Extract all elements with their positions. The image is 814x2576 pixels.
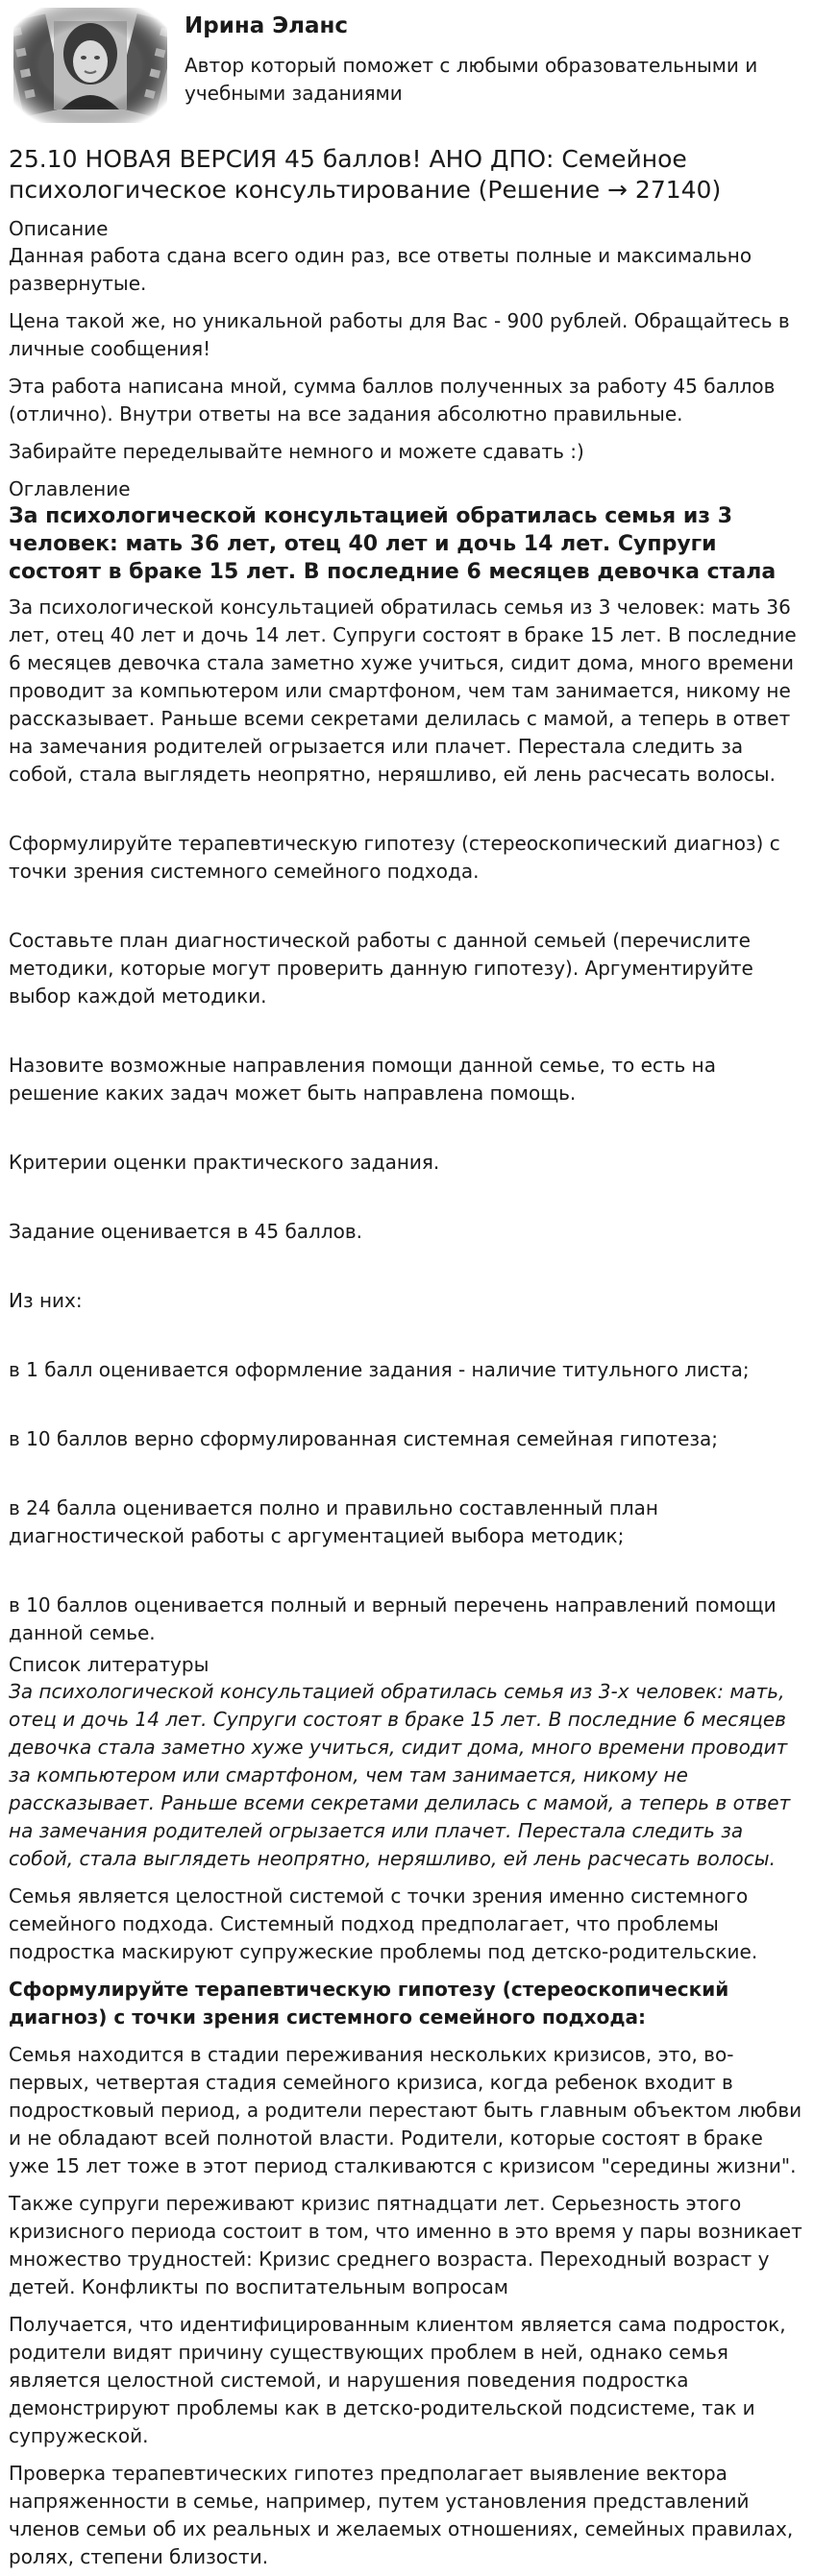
author-header [9,0,805,134]
toc-label: Оглавление [9,477,131,500]
toc-lead: За психологической консультацией обратилась семья из 3 человек: мать 36 лет, отец 40 лет и дочь 14 лет. Супруги состоят в браке 15 лет. В последние 6 месяцев девочка стала [9,504,777,584]
literature-heading: Сформулируйте терапевтическую гипотезу (стереоскопический диагноз) с точки зрения системного семейного подхода: [9,1978,729,2029]
description-paragraph: Цена такой же, но уникальной работы для Вас - 900 рублей. Обращайтесь в личные сообщения! [9,309,790,360]
criteria-item: в 10 баллов оценивается полный и верный перечень направлений помощи данной семье. [9,1593,777,1644]
criteria-total: Задание оценивается в 45 баллов. [9,1220,362,1243]
author-info [185,12,800,108]
description-paragraph: Эта работа написана мной, сумма баллов полученных за работу 45 баллов (отлично). Внутри ответы на все задания абсолютно правильные. [9,375,776,425]
task-text: Назовите возможные направления помощи данной семье, то есть на решение каких задач может быть направлена помощь. [9,1054,717,1105]
criteria-item: в 1 балл оценивается оформление задания - наличие титульного листа; [9,1358,750,1381]
case-text: За психологической консультацией обратилась семья из 3 человек: мать 36 лет, отец 40 лет и дочь 14 лет. Супруги состоят в браке 15 лет. В последние 6 месяцев девочка стала заметно хуже учиться, сидит дома, много времени проводит за компьютером или смартфоном, чем там занимается, никому не рассказывает. Раньше всеми секретами делилась с мамой, а теперь в ответ на замечания родителей огрызается или плачет. Перестала следить за собой, стала выглядеть неопрятно, неряшливо, ей лень расчесать волосы. [9,595,797,786]
criteria-item: в 10 баллов верно сформулированная системная семейная гипотеза; [9,1427,719,1450]
criteria-heading: Критерии оценки практического задания. [9,1151,440,1174]
avatar[interactable] [13,8,167,123]
criteria-item: в 24 балла оценивается полно и правильно составленный план диагностической работы с аргументацией выбора методик; [9,1496,659,1547]
literature-paragraph: Проверка терапевтических гипотез предполагает выявление вектора напряженности в семье, например, путем установления представлений членов семьи об их реальных и желаемых отношениях, семейных правилах, ролях, степени близости. [9,2462,794,2568]
literature-paragraph: Семья находится в стадии переживания нескольких кризисов, это, во-первых, четвертая стадия семейного кризиса, когда ребенок входит в подростковый период, а родители перестают быть главным объектом любви и не обладают всей полнотой власти. Родители, которые состоят в браке уже 15 лет тоже в этот период сталкиваются с кризисом "середины жизни". [9,2043,802,2177]
literature-label: Список литературы [9,1653,210,1676]
description-paragraph: Забирайте переделывайте немного и можете сдавать :) [9,440,584,463]
literature-case: За психологической консультацией обратилась семья из 3-х человек: мать, отец и дочь 14 лет. Супруги состоят в браке 15 лет. В последние 6 месяцев девочка стала заметно хуже учиться, сидит дома, много времени проводит за компьютером или смартфоном, чем там занимается, никому не рассказывает. Раньше всеми секретами делилась с мамой, а теперь в ответ на замечания родителей огрызается или плачет. Перестала следить за собой, стала выглядеть неопрятно, неряшливо, ей лень расчесать волосы. [9,1680,791,1870]
author-description: Автор который поможет с любыми образовательными и учебными заданиями [185,54,758,105]
literature-paragraph: Семья является целостной системой с точки зрения именно системного семейного подхода. Системный подход предполагает, что проблемы подростка маскируют супружеские проблемы под детско-родительские. [9,1884,758,1963]
author-name[interactable]: Ирина Эланс [185,13,349,38]
task-text: Сформулируйте терапевтическую гипотезу (стереоскопический диагноз) с точки зрения системного семейного подхода. [9,832,780,883]
description-label: Описание [9,217,109,240]
page-title: 25.10 НОВАЯ ВЕРСИЯ 45 баллов! АНО ДПО: Семейное психологическое консультирование (Решение → 27140) [9,145,722,204]
task-text: Составьте план диагностической работы с данной семьей (перечислите методики, которые могут проверить данную гипотезу). Аргументируйте выбор каждой методики. [9,929,753,1008]
literature-paragraph: Получается, что идентифицированным клиентом является сама подросток, родители видят причину существующих проблем в ней, однако семья является целостной системой, и нарушения поведения подростка демонстрируют проблемы как в детско-родительской подсистеме, так и супружеской. [9,2313,786,2447]
description-paragraph: Данная работа сдана всего один раз, все ответы полные и максимально развернутые. [9,244,752,295]
criteria-intro: Из них: [9,1289,83,1312]
literature-paragraph: Также супруги переживают кризис пятнадцати лет. Серьезность этого кризисного периода состоит в том, что именно в это время у пары возникает множество трудностей: Кризис среднего возраста. Переходный возраст у детей. Конфликты по воспитательным вопросам [9,2192,802,2298]
